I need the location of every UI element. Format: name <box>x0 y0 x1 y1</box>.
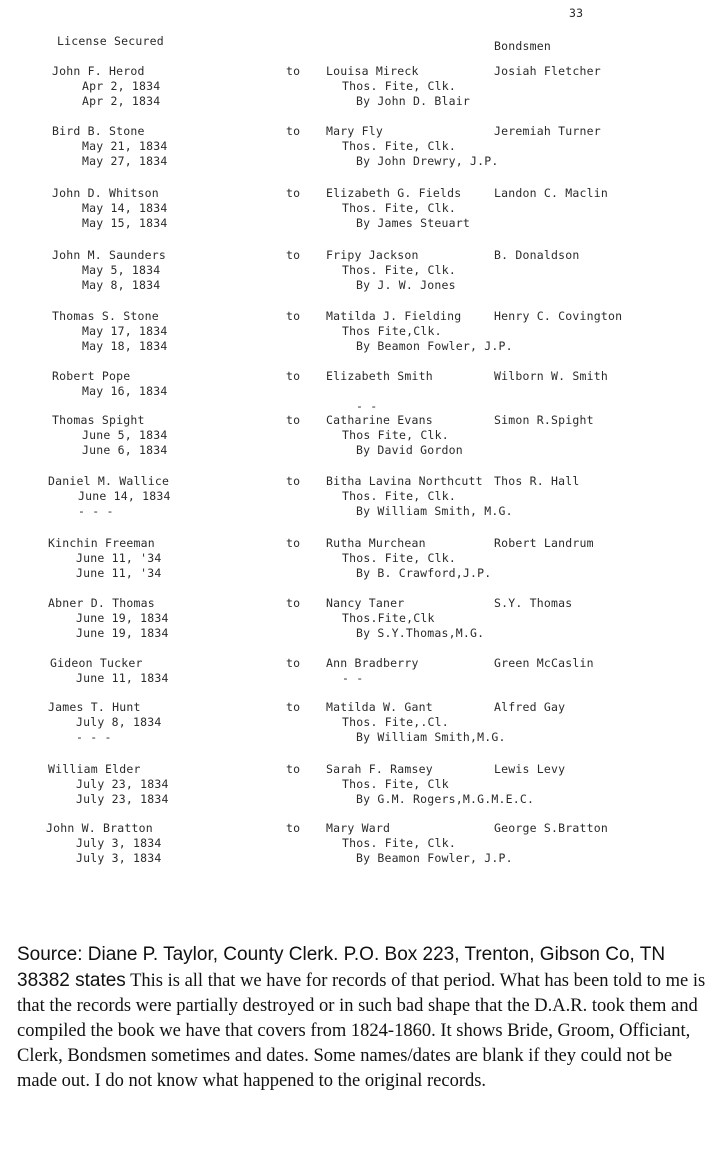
officiant-name: By John D. Blair <box>356 94 470 108</box>
groom-name: James T. Hunt <box>48 700 141 714</box>
record-entry <box>0 596 720 656</box>
bride-name: Fripy Jackson <box>326 248 419 262</box>
groom-name: Thomas S. Stone <box>52 309 159 323</box>
marriage-date: May 18, 1834 <box>82 339 168 353</box>
license-date: May 5, 1834 <box>82 263 161 277</box>
record-entry <box>0 413 720 473</box>
bondsman-name: Alfred Gay <box>494 700 566 714</box>
bride-name: Nancy Taner <box>326 596 405 610</box>
to-label: to <box>286 64 301 78</box>
license-date: June 14, 1834 <box>78 489 171 503</box>
officiant-name: By Beamon Fowler, J.P. <box>356 339 513 353</box>
groom-name: Abner D. Thomas <box>48 596 155 610</box>
clerk-name: Thos. Fite, Clk. <box>342 489 456 503</box>
bondsman-name: Simon R.Spight <box>494 413 594 427</box>
to-label: to <box>286 186 301 200</box>
marriage-date: June 11, '34 <box>76 566 162 580</box>
groom-name: John F. Herod <box>52 64 145 78</box>
bride-name: Mary Ward <box>326 821 391 835</box>
bride-name: Mary Fly <box>326 124 383 138</box>
clerk-name: Thos. Fite, Clk. <box>342 79 456 93</box>
license-date: Apr 2, 1834 <box>82 79 161 93</box>
officiant-name: By G.M. Rogers,M.G.M.E.C. <box>356 792 535 806</box>
bondsman-name: Robert Landrum <box>494 536 594 550</box>
officiant-name: By William Smith, M.G. <box>356 504 513 518</box>
marriage-date: Apr 2, 1834 <box>82 94 161 108</box>
bondsman-name: Landon C. Maclin <box>494 186 608 200</box>
clerk-name: Thos. Fite,.Cl. <box>342 715 449 729</box>
clerk-name: Thos. Fite, Clk. <box>342 201 456 215</box>
to-label: to <box>286 596 301 610</box>
marriage-date: May 27, 1834 <box>82 154 168 168</box>
to-label: to <box>286 474 301 488</box>
page-number: 33 <box>569 6 584 20</box>
groom-name: Robert Pope <box>52 369 131 383</box>
marriage-date: July 23, 1834 <box>76 792 169 806</box>
to-label: to <box>286 656 301 670</box>
clerk-name: Thos. Fite, Clk. <box>342 139 456 153</box>
to-label: to <box>286 536 301 550</box>
license-date: May 17, 1834 <box>82 324 168 338</box>
license-date: June 11, 1834 <box>76 671 169 685</box>
groom-name: Gideon Tucker <box>50 656 143 670</box>
clerk-name: Thos Fite,Clk. <box>342 324 442 338</box>
record-entry <box>0 186 720 246</box>
record-entry <box>0 536 720 596</box>
license-date: May 16, 1834 <box>82 384 168 398</box>
source-note <box>17 942 707 1094</box>
record-entry <box>0 309 720 369</box>
bride-name: Ann Bradberry <box>326 656 419 670</box>
to-label: to <box>286 309 301 323</box>
bride-name: Bitha Lavina Northcutt <box>326 474 483 488</box>
groom-name: Kinchin Freeman <box>48 536 155 550</box>
clerk-name: Thos. Fite, Clk. <box>342 551 456 565</box>
marriage-date: June 6, 1834 <box>82 443 168 457</box>
to-label: to <box>286 821 301 835</box>
to-label: to <box>286 762 301 776</box>
license-date: May 14, 1834 <box>82 201 168 215</box>
record-entry <box>0 248 720 308</box>
clerk-name: - - <box>342 671 364 685</box>
officiant-name: By Beamon Fowler, J.P. <box>356 851 513 865</box>
license-date: June 19, 1834 <box>76 611 169 625</box>
groom-name: John W. Bratton <box>46 821 153 835</box>
record-entry <box>0 762 720 822</box>
clerk-name: Thos.Fite,Clk <box>342 611 435 625</box>
record-entry <box>0 64 720 124</box>
officiant-name: - - <box>356 399 378 413</box>
bondsman-name: Lewis Levy <box>494 762 566 776</box>
groom-name: Bird B. Stone <box>52 124 145 138</box>
marriage-date: - - - <box>76 730 112 744</box>
groom-name: William Elder <box>48 762 141 776</box>
officiant-name: By David Gordon <box>356 443 463 457</box>
bride-name: Rutha Murchean <box>326 536 426 550</box>
groom-name: John M. Saunders <box>52 248 166 262</box>
bride-name: Matilda W. Gant <box>326 700 433 714</box>
marriage-date: May 8, 1834 <box>82 278 161 292</box>
bondsman-name: Wilborn W. Smith <box>494 369 608 383</box>
bride-name: Matilda J. Fielding <box>326 309 462 323</box>
groom-name: John D. Whitson <box>52 186 159 200</box>
to-label: to <box>286 413 301 427</box>
source-body: This is all that we have for records of that period. What has been told to me is that the records were partially destroyed or in such bad shape that the D.A.R. took them and compiled the book we have that covers from 1824-1860. It shows Bride, Groom, Officiant, Clerk, Bondsmen sometimes and dates. Some names/dates are blank if they could not be made out. I do not know what happened to the original records. <box>17 971 706 1091</box>
officiant-name: By John Drewry, J.P. <box>356 154 499 168</box>
bondsman-name: Green McCaslin <box>494 656 594 670</box>
record-entry <box>0 124 720 184</box>
to-label: to <box>286 248 301 262</box>
license-date: July 3, 1834 <box>76 836 162 850</box>
license-date: May 21, 1834 <box>82 139 168 153</box>
record-entry <box>0 700 720 760</box>
license-date: June 5, 1834 <box>82 428 168 442</box>
bride-name: Elizabeth G. Fields <box>326 186 462 200</box>
marriage-date: July 3, 1834 <box>76 851 162 865</box>
marriage-date: June 19, 1834 <box>76 626 169 640</box>
marriage-date: - - - <box>78 504 114 518</box>
bondsman-name: B. Donaldson <box>494 248 580 262</box>
bride-name: Catharine Evans <box>326 413 433 427</box>
clerk-name: Thos Fite, Clk. <box>342 428 449 442</box>
bondsman-name: Thos R. Hall <box>494 474 580 488</box>
license-date: July 23, 1834 <box>76 777 169 791</box>
to-label: to <box>286 700 301 714</box>
bondsman-name: S.Y. Thomas <box>494 596 573 610</box>
groom-name: Thomas Spight <box>52 413 145 427</box>
officiant-name: By J. W. Jones <box>356 278 456 292</box>
bondsman-name: Josiah Fletcher <box>494 64 601 78</box>
marriage-date: May 15, 1834 <box>82 216 168 230</box>
bondsman-name: Jeremiah Turner <box>494 124 601 138</box>
record-entry <box>0 474 720 534</box>
header-license-secured: License Secured <box>57 34 164 48</box>
bride-name: Elizabeth Smith <box>326 369 433 383</box>
clerk-name: Thos. Fite, Clk. <box>342 263 456 277</box>
license-date: July 8, 1834 <box>76 715 162 729</box>
to-label: to <box>286 369 301 383</box>
to-label: to <box>286 124 301 138</box>
bride-name: Louisa Mireck <box>326 64 419 78</box>
bondsman-name: Henry C. Covington <box>494 309 623 323</box>
clerk-name: Thos. Fite, Clk <box>342 777 449 791</box>
officiant-name: By S.Y.Thomas,M.G. <box>356 626 485 640</box>
bride-name: Sarah F. Ramsey <box>326 762 433 776</box>
officiant-name: By James Steuart <box>356 216 470 230</box>
officiant-name: By William Smith,M.G. <box>356 730 506 744</box>
officiant-name: By B. Crawford,J.P. <box>356 566 492 580</box>
source-citation: Source: Diane P. Taylor, County Clerk. P.O. Box 223, Trenton, Gibson Co, TN 38382 states <box>17 944 666 991</box>
header-bondsmen: Bondsmen <box>494 39 551 53</box>
clerk-name: Thos. Fite, Clk. <box>342 836 456 850</box>
bondsman-name: George S.Bratton <box>494 821 608 835</box>
record-entry <box>0 821 720 881</box>
groom-name: Daniel M. Wallice <box>48 474 170 488</box>
license-date: June 11, '34 <box>76 551 162 565</box>
